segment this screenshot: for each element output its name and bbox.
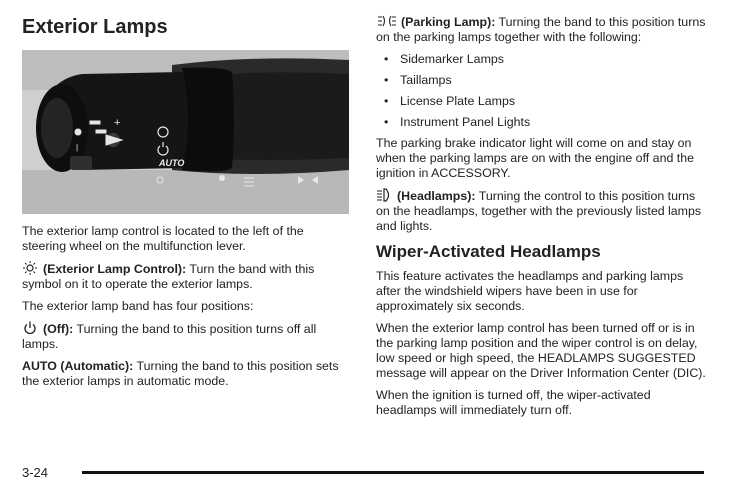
list-item: • License Plate Lamps xyxy=(384,94,516,108)
headlamps-paragraph xyxy=(376,188,706,234)
section-title: Wiper-Activated Headlamps xyxy=(376,242,601,261)
left-column xyxy=(22,14,345,396)
auto-band-label: AUTO xyxy=(159,158,185,168)
intro-paragraph: The exterior lamp control is located to the left of the steering wheel on the multifunction lever. xyxy=(22,224,304,253)
positions-intro: The exterior lamp band has four positions: xyxy=(22,299,254,313)
right-column xyxy=(376,14,706,425)
list-item: • Instrument Panel Lights xyxy=(384,115,531,129)
list-item: • Sidemarker Lamps xyxy=(384,52,504,66)
exterior-lamp-icon xyxy=(22,261,40,275)
exterior-lamp-control-label: (Exterior Lamp Control): xyxy=(43,262,187,276)
auto-paragraph xyxy=(22,359,345,389)
headlamps-text: Turning the control to this position turns on the headlamps, together with the previously listed lamps and lights. xyxy=(376,189,702,233)
off-paragraph xyxy=(22,321,345,352)
parking-lamp-icon xyxy=(376,14,398,28)
list-item: • Taillamps xyxy=(384,73,452,87)
svg-text:|: | xyxy=(76,143,79,152)
lamp-control-photo xyxy=(22,50,349,214)
svg-text:+: + xyxy=(114,117,121,129)
footer-rule xyxy=(82,471,704,474)
power-off-icon xyxy=(22,321,40,335)
parking-lamp-text: Turning the band to this position turns on the parking lamps together with the following: xyxy=(376,15,706,44)
brake-indicator-note: The parking brake indicator light will come on and stay on when the parking lamps are on with the engine off and the ignition in ACCESSORY. xyxy=(376,136,695,180)
wiper-paragraph-3: When the ignition is turned off, the wiper-activated headlamps will immediately turn off. xyxy=(376,388,651,417)
auto-label: AUTO (Automatic): xyxy=(22,359,134,373)
auto-text: Turning the band to this position sets the exterior lamps in automatic mode. xyxy=(22,359,339,388)
off-label: (Off): xyxy=(43,322,74,336)
exterior-lamp-control-paragraph xyxy=(22,261,345,292)
wiper-paragraph-2: When the exterior lamp control has been turned off or is in the parking lamp position and the wiper control is on delay, low speed or high speed, the HEADLAMPS SUGGESTED message will appear on the Driver Information Center (DIC). xyxy=(376,321,706,380)
parking-lamp-list xyxy=(376,52,706,130)
parking-lamp-paragraph xyxy=(376,14,706,45)
lamp-lever-illustration xyxy=(22,50,349,214)
headlamp-icon xyxy=(376,188,394,202)
headlamps-label: (Headlamps): xyxy=(397,189,476,203)
page-number: 3-24 xyxy=(22,465,49,480)
parking-lamp-label: (Parking Lamp): xyxy=(401,15,496,29)
off-text: Turning the band to this position turns off all lamps. xyxy=(22,322,317,351)
page-title: Exterior Lamps xyxy=(22,16,168,38)
exterior-lamp-control-text: Turn the band with this symbol on it to operate the exterior lamps. xyxy=(22,262,315,291)
wiper-paragraph-1: This feature activates the headlamps and parking lamps after the windshield wipers have been in use for approximately six seconds. xyxy=(376,269,684,313)
